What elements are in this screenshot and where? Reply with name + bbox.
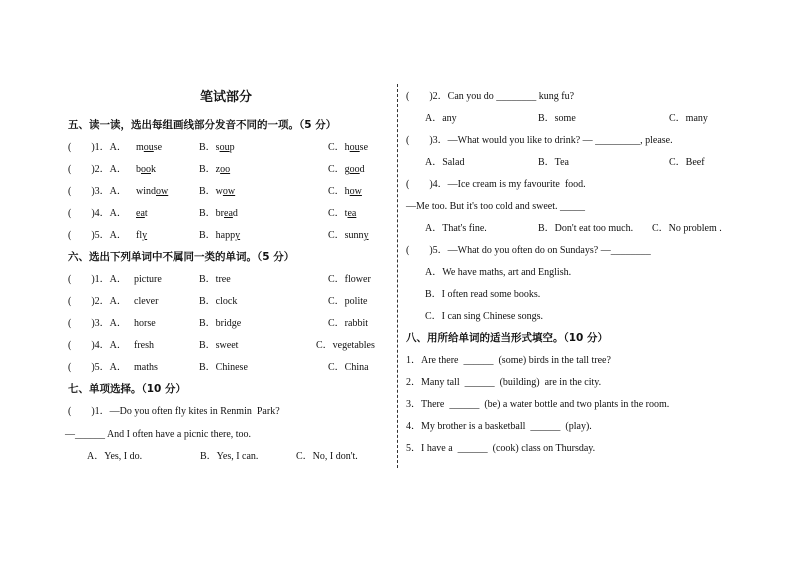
s6-row-3-option-b: B．bridge xyxy=(199,318,242,329)
word-part: C．sunn xyxy=(328,230,364,241)
s6-row-4-option-c: C．vegetables xyxy=(316,340,375,351)
option-7-2-c: C．many xyxy=(669,113,708,124)
word-part: C．h xyxy=(328,186,350,197)
section-8-heading: 八、用所给单词的适当形式填空。（10 分） xyxy=(406,332,609,344)
s6-row-5-option-a: maths xyxy=(134,362,158,373)
s5-row-4-number: ( )4．A． xyxy=(68,208,127,219)
option-7-2-a: A．any xyxy=(425,113,457,124)
s5-row-2-option-b xyxy=(199,164,230,176)
s6-row-5-number: ( )5．A． xyxy=(68,362,127,373)
underlined-letters: oo xyxy=(349,164,360,175)
s6-row-5-option-c: C．China xyxy=(328,362,369,373)
option-7-4-c: C．No problem . xyxy=(652,223,722,234)
s5-row-1-option-b xyxy=(199,142,235,154)
s6-row-3-number: ( )3．A． xyxy=(68,318,127,329)
option-7-4-a: A．That's fine. xyxy=(425,223,487,234)
section-5-heading: 五、读一读，选出每组画线部分发音不同的一项。（5 分） xyxy=(68,119,337,131)
underlined-letters: y xyxy=(363,230,369,241)
s6-row-2-option-c: C．polite xyxy=(328,296,368,307)
word-part: C．g xyxy=(328,164,350,175)
word-part: B．z xyxy=(199,164,221,175)
option-7-3-b: B．Tea xyxy=(538,157,569,168)
word-part: k xyxy=(151,164,156,175)
s5-row-4-option-c xyxy=(328,208,356,220)
question-7-3: ( )3．—What would you like to drink? — _________, please. xyxy=(406,135,673,146)
fill-item-2: 2．Many tall ______ (building) are in the city. xyxy=(406,377,602,388)
underlined-letters: ou xyxy=(349,142,360,153)
question-7-4-response: —Me too. But it's too cold and sweet. _____ xyxy=(406,201,586,212)
fill-item-3: 3．There ______ (be) a water bottle and two plants in the room. xyxy=(406,399,670,410)
question-7-5: ( )5．—What do you often do on Sundays? —________ xyxy=(406,245,651,256)
s6-row-1-option-a: picture xyxy=(134,274,162,285)
word-part: wind xyxy=(136,186,156,197)
section-6-heading: 六、选出下列单词中不属同一类的单词。（5 分） xyxy=(68,251,295,263)
word-part: m xyxy=(136,142,144,153)
word-part: p xyxy=(229,142,235,153)
option-7-1-c: C．No, I don't. xyxy=(296,451,358,462)
option-7-4-b: B．Don't eat too much. xyxy=(538,223,634,234)
s6-row-2-option-a: clever xyxy=(134,296,159,307)
s6-row-1-option-c: C．flower xyxy=(328,274,371,285)
s5-row-4-option-a xyxy=(136,208,148,220)
underlined-letters: y xyxy=(235,230,241,241)
s6-row-1-option-b: B．tree xyxy=(199,274,231,285)
underlined-letters: ou xyxy=(143,142,154,153)
option-7-3-a: A．Salad xyxy=(425,157,465,168)
s5-row-3-option-c xyxy=(328,186,362,198)
s5-row-1-number: ( )1．A． xyxy=(68,142,127,153)
underlined-letters: y xyxy=(142,230,148,241)
s6-row-2-number: ( )2．A． xyxy=(68,296,127,307)
option-7-1-a: A．Yes, I do. xyxy=(87,451,143,462)
s5-row-3-option-a xyxy=(136,186,168,198)
question-7-2: ( )2．Can you do ________ kung fu? xyxy=(406,91,575,102)
page-title: 笔试部分 xyxy=(200,90,253,105)
s6-row-4-option-a: fresh xyxy=(134,340,154,351)
word-part: d xyxy=(359,164,365,175)
s6-row-3-option-c: C．rabbit xyxy=(328,318,368,329)
word-part: fl xyxy=(136,230,143,241)
underlined-letters: ea xyxy=(224,208,233,219)
column-divider xyxy=(397,84,398,468)
s5-row-2-option-c xyxy=(328,164,365,176)
fill-item-1: 1．Are there ______ (some) birds in the tall tree? xyxy=(406,355,611,366)
option-7-2-b: B．some xyxy=(538,113,576,124)
underlined-letters: ou xyxy=(219,142,230,153)
option-7-5-a: A．We have maths, art and English. xyxy=(425,267,572,278)
word-part: se xyxy=(153,142,163,153)
word-part: t xyxy=(144,208,148,219)
s5-row-5-option-a xyxy=(136,230,147,242)
word-part: B．happ xyxy=(199,230,236,241)
question-7-1-response: —______ And I often have a picnic there, too. xyxy=(65,429,252,440)
s5-row-4-option-b xyxy=(199,208,238,220)
option-7-1-b: B．Yes, I can. xyxy=(200,451,259,462)
word-part: se xyxy=(359,142,369,153)
fill-item-4: 4．My brother is a basketball ______ (play). xyxy=(406,421,592,432)
word-part: B．br xyxy=(199,208,224,219)
underlined-letters: oo xyxy=(220,164,231,175)
underlined-letters: ea xyxy=(136,208,145,219)
word-part: B．s xyxy=(199,142,220,153)
s5-row-5-option-b xyxy=(199,230,240,242)
s5-row-2-option-a xyxy=(136,164,156,176)
underlined-letters: ow xyxy=(222,186,236,197)
s5-row-1-option-c xyxy=(328,142,368,154)
word-part: b xyxy=(136,164,141,175)
underlined-letters: ow xyxy=(349,186,362,197)
s5-row-5-number: ( )5．A． xyxy=(68,230,127,241)
option-7-5-b: B．I often read some books. xyxy=(425,289,541,300)
question-7-4: ( )4．—Ice cream is my favourite food. xyxy=(406,179,586,190)
s5-row-5-option-c xyxy=(328,230,369,242)
fill-item-5: 5．I have a ______ (cook) class on Thursday. xyxy=(406,443,596,454)
underlined-letters: oo xyxy=(141,164,151,175)
s6-row-3-option-a: horse xyxy=(134,318,156,329)
word-part: d xyxy=(232,208,238,219)
s5-row-2-number: ( )2．A． xyxy=(68,164,127,175)
s6-row-4-number: ( )4．A． xyxy=(68,340,127,351)
word-part: C．t xyxy=(328,208,348,219)
s6-row-5-option-b: B．Chinese xyxy=(199,362,248,373)
s5-row-3-option-b xyxy=(199,186,235,198)
word-part: B．w xyxy=(199,186,223,197)
s5-row-3-number: ( )3．A． xyxy=(68,186,127,197)
question-7-1: ( )1．—Do you often fly kites in Renmin Park? xyxy=(68,406,280,417)
underlined-letters: ow xyxy=(156,186,169,197)
option-7-3-c: C．Beef xyxy=(669,157,705,168)
s6-row-4-option-b: B．sweet xyxy=(199,340,239,351)
option-7-5-c: C．I can sing Chinese songs. xyxy=(425,311,544,322)
s6-row-2-option-b: B．clock xyxy=(199,296,238,307)
s5-row-1-option-a xyxy=(136,142,162,154)
word-part: C．h xyxy=(328,142,350,153)
section-7-heading: 七、单项选择。（10 分） xyxy=(68,383,187,395)
s6-row-1-number: ( )1．A． xyxy=(68,274,127,285)
underlined-letters: ea xyxy=(347,208,357,219)
